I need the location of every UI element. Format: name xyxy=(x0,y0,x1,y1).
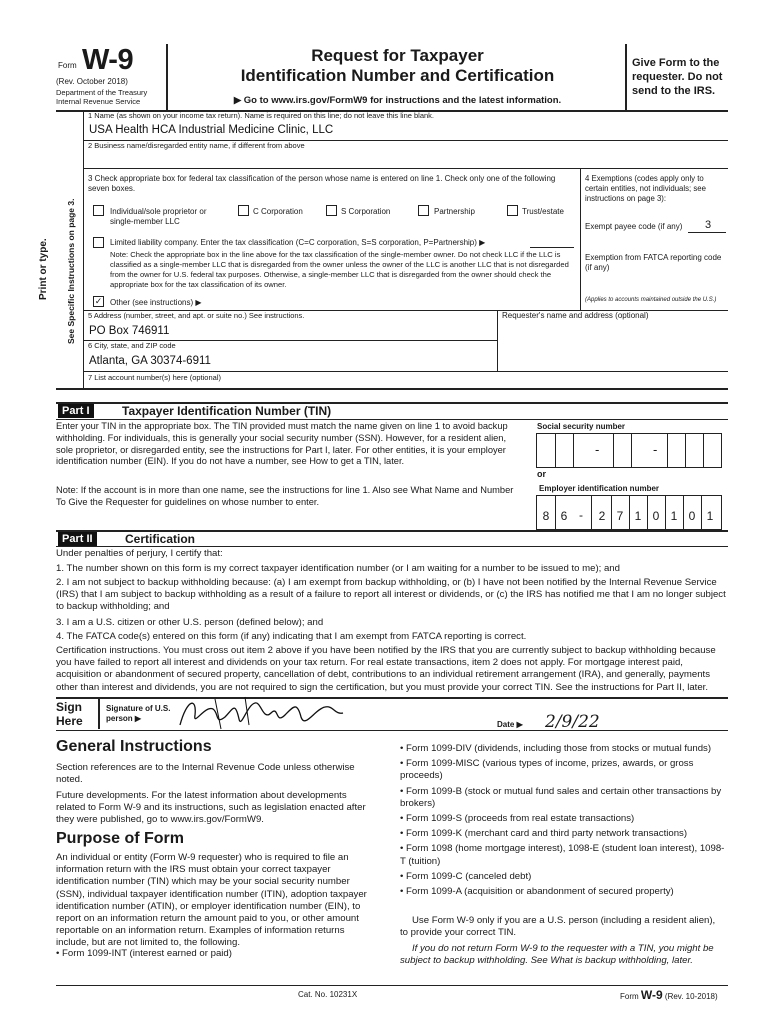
date-label: Date ▶ xyxy=(497,720,523,729)
form-bullets xyxy=(400,743,725,901)
line2-label: 2 Business name/disregarded entity name, if different from above xyxy=(88,141,305,150)
cert-item-1: 1. The number shown on this form is my correct taxpayer identification number (or I am waiting for a number to be issued to me); and xyxy=(56,563,620,574)
individual-checkbox[interactable] xyxy=(93,205,104,216)
bullet-item: • Form 1098 (home mortgage interest), 1098-E (student loan interest), 1098-T (tuition) xyxy=(400,843,725,867)
line1-name-value[interactable]: USA Health HCA Industrial Medicine Clinic, LLC xyxy=(89,124,334,136)
ein-digit: 8 xyxy=(542,509,550,523)
sign-bottom-rule xyxy=(56,730,728,731)
signature-label: Signature of U.S. person ▶ xyxy=(106,704,171,723)
other-checkbox[interactable]: ✓ xyxy=(94,296,103,306)
use-form-text: Use Form W-9 only if you are a U.S. person (including a resident alien), to provide your correct TIN. xyxy=(400,915,716,939)
purpose-of-form-title: Purpose of Form xyxy=(56,830,185,847)
footer-rule xyxy=(56,985,728,986)
cert-item-4: 4. The FATCA code(s) entered on this form (if any) indicating that I am exempt from FATCA reporting is correct. xyxy=(56,631,527,642)
see-instructions-label: See Specific Instructions on page 3. xyxy=(66,198,76,344)
line7-label: 7 List account number(s) here (optional) xyxy=(88,373,221,382)
bullet-item: • Form 1099-MISC (various types of income, prizes, awards, or gross proceeds) xyxy=(400,758,694,782)
or-label: or xyxy=(537,469,546,479)
ssn-box[interactable]: - - xyxy=(536,433,722,468)
revision: (Rev. October 2018) xyxy=(56,77,128,86)
line6-label: 6 City, state, and ZIP code xyxy=(88,341,176,350)
give-form-note: Give Form to the requester. Do not send to the IRS. xyxy=(632,57,723,97)
ein-digit: 2 xyxy=(598,509,606,523)
ein-label: Employer identification number xyxy=(539,484,660,493)
line5-label: 5 Address (number, street, and apt. or suite no.) See instructions. xyxy=(88,311,305,320)
sign-top-rule xyxy=(56,697,728,699)
ein-digit: 1 xyxy=(706,509,714,523)
llc-note: Note: Check the appropriate box in the line above for the tax classification of the single-member owner. Do not check LLC if the LLC is classified as a single-member LLC that is disregarded from the owner unless the owner of the LLC is another LLC that is not disregarded from the owner for U.S. federal tax purposes. Otherwise, a single-member LLC that is disregarded from the owner should check the appropriate box for the tax classification of its owner. xyxy=(110,250,569,289)
ein-digit: 0 xyxy=(688,509,696,523)
llc-checkbox[interactable] xyxy=(93,237,104,248)
trust-estate-checkbox[interactable] xyxy=(507,205,518,216)
ein-digit: 6 xyxy=(560,509,568,523)
partnership-option-label: Partnership xyxy=(434,207,475,216)
llc-option-label: Limited liability company. Enter the tax classification (C=C corporation, S=S corporation, P=Partnership) ▶ xyxy=(110,238,486,247)
part2-title-rule xyxy=(56,546,728,547)
line7-rule xyxy=(56,388,728,390)
cert-item-3: 3. I am a U.S. citizen or other U.S. person (defined below); and xyxy=(56,617,324,628)
instructions-link[interactable]: ▶ Go to www.irs.gov/FormW9 for instructions and the latest information. xyxy=(233,95,562,106)
ein-digit: 7 xyxy=(616,509,624,523)
line6-rule xyxy=(83,371,728,372)
line4-label: 4 Exemptions (codes apply only to certain entities, not individuals; see instructions on page 3): xyxy=(585,174,706,203)
ein-digit: 1 xyxy=(670,509,678,523)
dept-line1: Department of the Treasury xyxy=(56,88,148,97)
bullet-item: • Form 1099-C (canceled debt) xyxy=(400,870,532,882)
sign-here-label: Sign Here xyxy=(56,700,83,728)
general-instructions-title: General Instructions xyxy=(56,738,212,755)
trust-estate-option-label: Trust/estate xyxy=(522,207,564,216)
bullet-1099-int: • Form 1099-INT (interest earned or paid) xyxy=(56,948,232,959)
signature[interactable] xyxy=(175,695,350,731)
line1-label: 1 Name (as shown on your income tax return). Name is required on this line; do not leave this line blank. xyxy=(88,111,435,120)
part1-note: Note: If the account is in more than one name, see the instructions for line 1. Also see What Name and Number To Give the Requester for guidelines on whose number to enter. xyxy=(56,485,514,507)
part2-title: Certification xyxy=(125,532,196,546)
ein-digit: 1 xyxy=(634,509,642,523)
s-corp-option-label: S Corporation xyxy=(341,207,391,216)
date-value[interactable]: 2/9/22 xyxy=(545,712,600,732)
line3-label: 3 Check appropriate box for federal tax classification of the person whose name is entered on line 1. Check only one of the following seven boxes. xyxy=(88,174,556,193)
part1-tag: Part I xyxy=(58,404,94,418)
applies-note: (Applies to accounts maintained outside the U.S.) xyxy=(585,297,717,303)
cert-instructions: Certification instructions. You must cross out item 2 above if you have been notified by the IRS that you are currently subject to backup withholding because you have failed to report all interest and dividends on your tax return. For real estate transactions, item 2 does not apply. For mortgage interest paid, acquisition or abandonment of secured property, cancellation of debt, contributions to an individual retirement arrangement (IRA), and generally, payments other than interest and dividends, you are not required to sign the certification, but you must provide your correct TIN. See the instructions for Part II, later. xyxy=(56,645,716,693)
ein-box[interactable]: 8 6 - 2 7 1 0 1 0 1 xyxy=(536,495,722,530)
bullet-item: • Form 1099-A (acquisition or abandonment of secured property) xyxy=(400,886,674,898)
llc-classification-field[interactable] xyxy=(530,247,574,248)
box-left-border xyxy=(83,110,84,388)
c-corp-option-label: C Corporation xyxy=(253,207,303,216)
purpose-text: An individual or entity (Form W-9 requester) who is required to file an information return with the IRS must obtain your correct taxpayer identification number (TIN) which may be your social security number (SSN), individual taxpayer identification number (ITIN), adoption taxpayer identification number (ATIN), or employer identification number (EIN), to report on an information return the amount paid to you, or other amount reportable on an information return. Examples of information returns include, but are not limited to, the following. xyxy=(56,852,367,949)
cert-intro: Under penalties of perjury, I certify that: xyxy=(56,548,223,559)
backup-withholding-text: If you do not return Form W-9 to the requester with a TIN, you might be subject to backup withholding. See What is backup withholding, later. xyxy=(400,943,714,967)
sign-divider xyxy=(98,697,100,729)
line5-address-value[interactable]: PO Box 746911 xyxy=(89,325,170,337)
section-references: Section references are to the Internal Revenue Code unless otherwise noted. xyxy=(56,762,355,786)
title-line1: Request for Taxpayer xyxy=(311,46,484,65)
dept-line2: Internal Revenue Service xyxy=(56,97,141,106)
future-developments: Future developments. For the latest information about developments related to Form W-9 and its instructions, such as legislation enacted after they were published, go to www.irs.gov/FormW9. xyxy=(56,790,366,826)
line6-city-value[interactable]: Atlanta, GA 30374-6911 xyxy=(89,355,211,367)
ssn-label: Social security number xyxy=(537,422,626,431)
cat-number: Cat. No. 10231X xyxy=(298,990,358,999)
fatca-label: Exemption from FATCA reporting code (if any) xyxy=(585,253,722,272)
exempt-payee-value[interactable]: 3 xyxy=(705,219,712,231)
header-divider-right xyxy=(625,44,627,110)
exempt-payee-field-line xyxy=(688,232,726,233)
title-line2: Identification Number and Certification xyxy=(240,66,555,85)
form-label: Form xyxy=(58,61,77,70)
other-option-label: Other (see instructions) ▶ xyxy=(110,298,202,307)
exempt-payee-label: Exempt payee code (if any) xyxy=(585,222,683,231)
partnership-checkbox[interactable] xyxy=(418,205,429,216)
cert-item-2: 2. I am not subject to backup withholding because: (a) I am exempt from backup withholding, or (b) I have not been notified by the Internal Revenue Service (IRS) that I am subject to backup withholding as a result of a failure to report all interest or dividends, or (c) the IRS has notified me that I am no longer subject to backup withholding; and xyxy=(56,577,726,613)
bullet-item: • Form 1099-S (proceeds from real estate transactions) xyxy=(400,813,635,825)
c-corp-checkbox[interactable] xyxy=(238,205,249,216)
requester-divider xyxy=(497,310,498,372)
bullet-item: • Form 1099-K (merchant card and third party network transactions) xyxy=(400,828,688,840)
ein-digit: 0 xyxy=(652,509,660,523)
print-or-type-label: Print or type. xyxy=(38,238,49,300)
bullet-item: • Form 1099-DIV (dividends, including those from stocks or mutual funds) xyxy=(400,743,712,754)
part2-tag: Part II xyxy=(58,532,97,546)
line2-rule xyxy=(83,168,728,169)
form-number: W-9 xyxy=(82,44,134,76)
s-corp-checkbox[interactable] xyxy=(326,205,337,216)
part1-text: Enter your TIN in the appropriate box. The TIN provided must match the name given on line 1 to avoid backup withholding. For individuals, this is generally your social security number (SSN). However, for a resident alien, sole proprietor, or disregarded entity, see the instructions for Part I, later. For other entities, it is your employer identification number (EIN). If you do not have a number, see How to get a TIN, later. xyxy=(56,421,508,467)
footer-form-id: Form W-9 (Rev. 10-2018) xyxy=(620,988,718,1002)
bullet-item: • Form 1099-B (stock or mutual fund sales and certain other transactions by brokers) xyxy=(400,785,722,809)
line3-right-border xyxy=(580,168,581,310)
individual-option-label: Individual/sole proprietor or single-member LLC xyxy=(110,207,207,226)
part1-title: Taxpayer Identification Number (TIN) xyxy=(122,404,332,418)
part1-title-rule xyxy=(56,419,728,420)
header-divider-left xyxy=(166,44,168,110)
requester-label: Requester's name and address (optional) xyxy=(502,311,649,320)
